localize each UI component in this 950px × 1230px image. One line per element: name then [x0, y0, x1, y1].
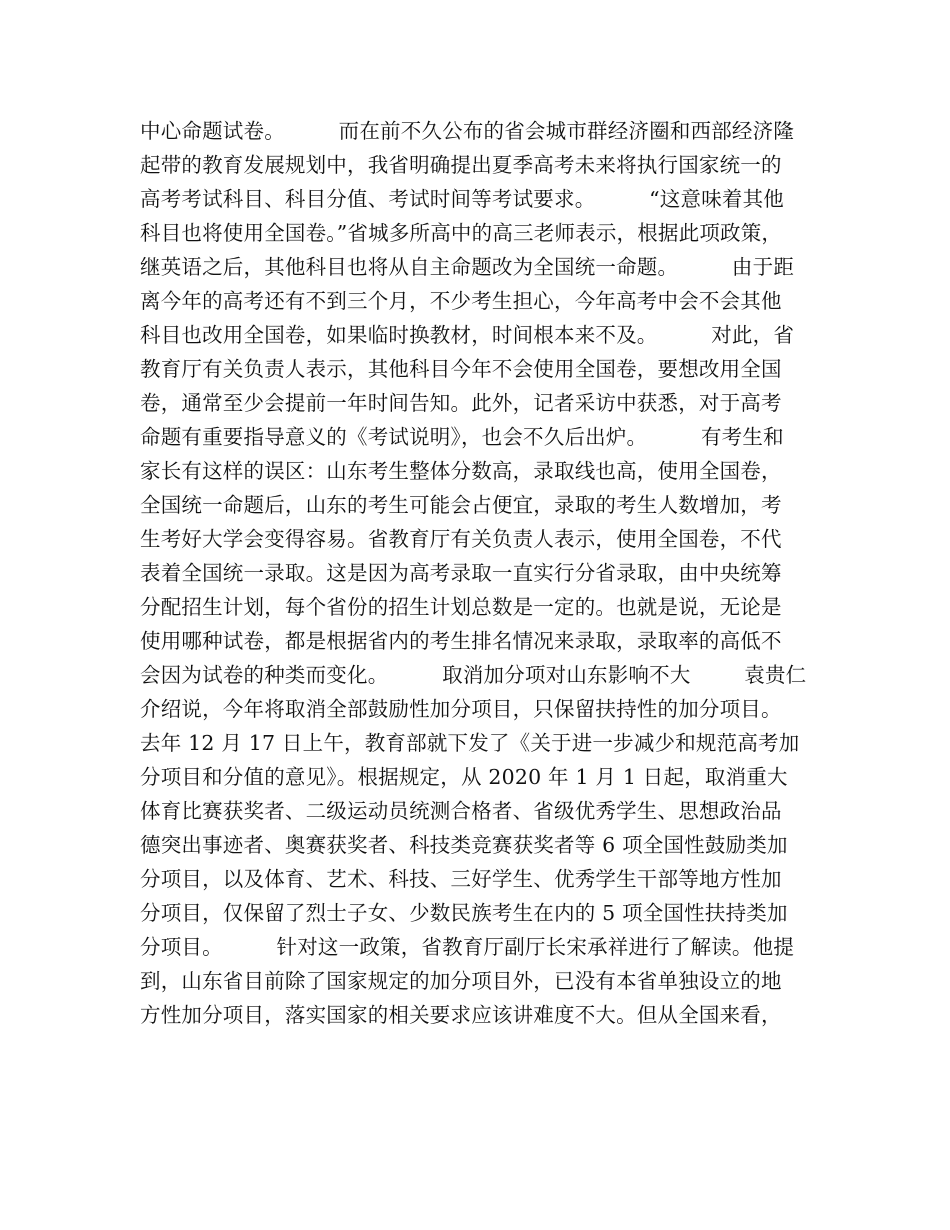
text-line: 表着全国统一录取。这是因为高考录取一直实行分省录取，由中央统筹 — [140, 561, 782, 585]
text-line: 分项目，以及体育、艺术、科技、三好学生、优秀学生干部等地方性加 — [140, 867, 782, 891]
text-line: 体育比赛获奖者、二级运动员统测合格者、省级优秀学生、思想政治品 — [140, 799, 782, 823]
text-line: 家长有这样的误区：山东考生整体分数高，录取线也高，使用全国卷， — [140, 459, 782, 483]
text-line: 介绍说，今年将取消全部鼓励性加分项目，只保留扶持性的加分项目。 — [140, 697, 782, 721]
text-line: 继英语之后，其他科目也将从自主命题改为全国统一命题。 由于距 — [140, 255, 795, 279]
text-line: 方性加分项目，落实国家的相关要求应该讲难度不大。但从全国来看， — [140, 1003, 782, 1027]
text-line: 生考好大学会变得容易。省教育厅有关负责人表示，使用全国卷，不代 — [140, 527, 782, 551]
text-line: 卷，通常至少会提前一年时间告知。此外，记者采访中获悉，对于高考 — [140, 391, 782, 415]
body-text — [140, 114, 820, 1032]
text-line: 中心命题试卷。 而在前不久公布的省会城市群经济圈和西部经济隆 — [140, 119, 795, 143]
text-line: 科目也改用全国卷，如果临时换教材，时间根本来不及。 对此，省 — [140, 323, 795, 347]
text-line: 命题有重要指导意义的《考试说明》，也会不久后出炉。 有考生和 — [140, 425, 784, 449]
text-line: 分项目。 针对这一政策，省教育厅副厅长宋承祥进行了解读。他提 — [140, 935, 795, 959]
text-line: 使用哪种试卷，都是根据省内的考生排名情况来录取，录取率的高低不 — [140, 629, 782, 653]
text-line: 全国统一命题后，山东的考生可能会占便宜，录取的考生人数增加，考 — [140, 493, 782, 517]
text-line: 科目也将使用全国卷。”省城多所高中的高三老师表示，根据此项政策， — [140, 221, 783, 245]
text-line: 分项目和分值的意见》。根据规定，从 2020 年 1 月 1 日起，取消重大 — [140, 765, 788, 789]
text-line: 起带的教育发展规划中，我省明确提出夏季高考未来将执行国家统一的 — [140, 153, 782, 177]
text-line: 去年 12 月 17 日上午，教育部就下发了《关于进一步减少和规范高考加 — [140, 731, 800, 755]
text-line: 到，山东省目前除了国家规定的加分项目外，已没有本省单独设立的地 — [140, 969, 782, 993]
text-line: 离今年的高考还有不到三个月，不少考生担心，今年高考中会不会其他 — [140, 289, 782, 313]
text-line: 高考考试科目、科目分值、考试时间等考试要求。 “这意味着其他 — [140, 187, 785, 211]
text-line: 教育厅有关负责人表示，其他科目今年不会使用全国卷，要想改用全国 — [140, 357, 782, 381]
text-line: 会因为试卷的种类而变化。 取消加分项对山东影响不大 袁贵仁 — [140, 663, 807, 687]
text-line: 分项目，仅保留了烈士子女、少数民族考生在内的 5 项全国性扶持类加 — [140, 901, 788, 925]
text-line: 分配招生计划，每个省份的招生计划总数是一定的。也就是说，无论是 — [140, 595, 782, 619]
text-line: 德突出事迹者、奥赛获奖者、科技类竞赛获奖者等 6 项全国性鼓励类加 — [140, 833, 788, 857]
